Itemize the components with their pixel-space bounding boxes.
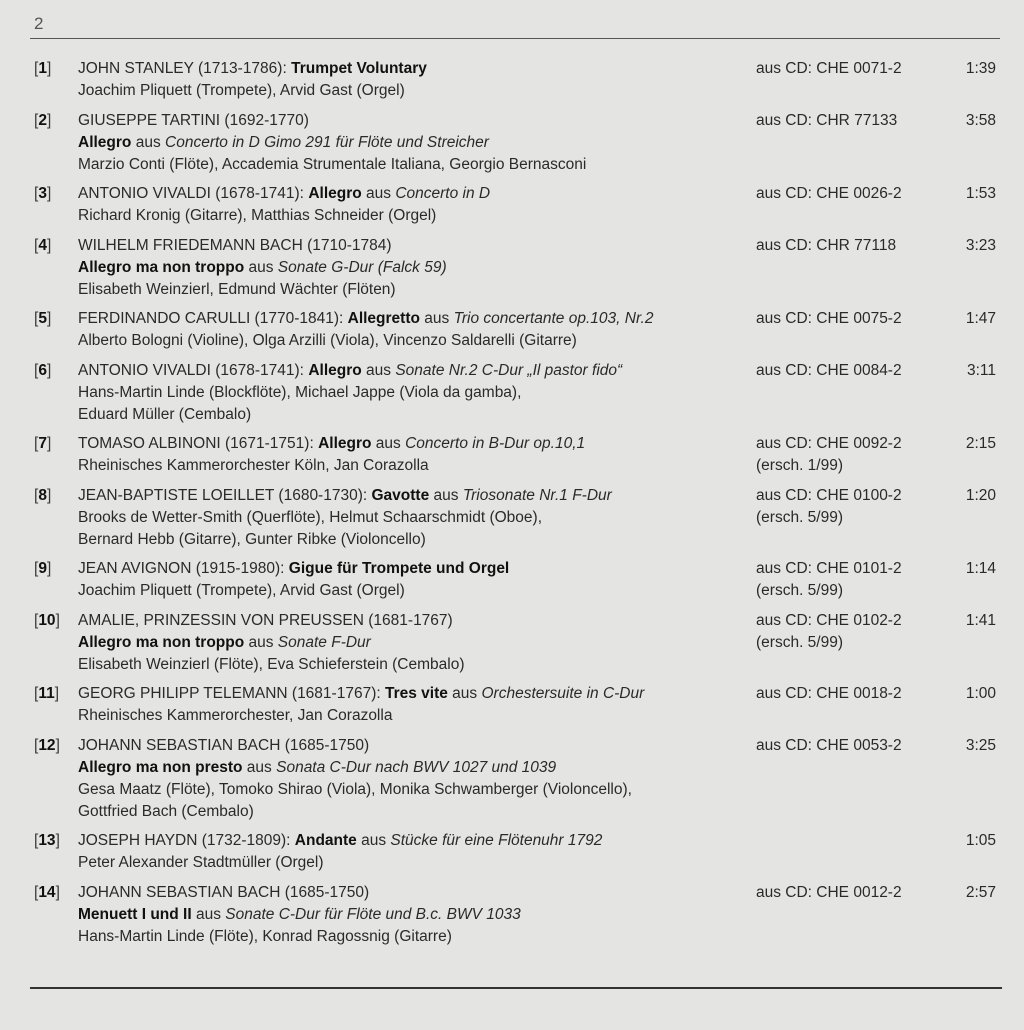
track-entry — [34, 308, 1004, 352]
track-detail-line: Joachim Pliquett (Trompete), Arvid Gast (Orgel) — [78, 82, 405, 99]
track-heading: JOHANN SEBASTIAN BACH (1685-1750) — [78, 883, 370, 901]
cd-reference: aus CD: CHE 0053-2 — [756, 736, 902, 754]
track-heading: JOHN STANLEY (1713-1786): Trumpet Voluntary — [78, 60, 427, 77]
track-number: [12] — [34, 736, 60, 754]
cd-reference: aus CD: CHR 77133 — [756, 111, 898, 129]
track-detail-line: Allegro aus Concerto in D Gimo 291 für Flöte und Streicher — [78, 133, 489, 151]
track-duration: 1:00 — [965, 685, 996, 702]
cd-reference: aus CD: CHE 0071-2 — [756, 60, 902, 77]
cd-reference: aus CD: CHE 0101-2 (ersch. 5/99) — [756, 560, 902, 599]
cd-reference: aus CD: CHE 0092-2 (ersch. 1/99) — [756, 435, 902, 474]
track-heading: ANTONIO VIVALDI (1678-1741): Allegro aus Sonate Nr.2 C-Dur „Il pastor fido“ — [78, 361, 623, 379]
cd-reference: aus CD: CHE 0102-2 (ersch. 5/99) — [756, 611, 902, 651]
track-detail-line: Allegro ma non troppo aus Sonate F-Dur — [78, 633, 371, 651]
track-duration: 3:25 — [965, 736, 996, 754]
track-duration: 1:53 — [965, 185, 996, 202]
track-duration: 1:39 — [965, 60, 996, 77]
track-duration: 1:05 — [965, 832, 996, 849]
track-entry — [34, 58, 1004, 102]
cd-reference: aus CD: CHR 77118 — [756, 236, 897, 254]
track-duration: 2:15 — [965, 435, 996, 452]
track-number: [13] — [34, 832, 60, 849]
track-detail-line: Joachim Pliquett (Trompete), Arvid Gast (Orgel) — [78, 582, 405, 599]
track-number: [11] — [34, 685, 60, 702]
track-detail-line: Eduard Müller (Cembalo) — [78, 405, 252, 423]
track-entry — [34, 485, 1004, 551]
track-heading: AMALIE, PRINZESSIN VON PREUSSEN (1681-1767) — [78, 611, 453, 629]
track-entry — [34, 735, 1004, 823]
track-number: [6] — [34, 361, 52, 379]
track-detail-line: Richard Kronig (Gitarre), Matthias Schneider (Orgel) — [78, 207, 437, 224]
track-number: [10] — [34, 611, 60, 629]
track-number: [7] — [34, 435, 52, 452]
top-divider — [30, 38, 1000, 39]
track-detail-line: Hans-Martin Linde (Flöte), Konrad Ragossnig (Gitarre) — [78, 927, 452, 945]
track-entry — [34, 360, 1004, 426]
track-duration: 1:14 — [965, 560, 996, 577]
cd-reference: aus CD: CHE 0075-2 — [756, 310, 902, 327]
track-number: [14] — [34, 883, 60, 901]
track-heading: JEAN-BAPTISTE LOEILLET (1680-1730): Gavotte aus Triosonate Nr.1 F-Dur — [78, 486, 612, 504]
track-duration: 3:11 — [966, 361, 996, 379]
track-heading: FERDINANDO CARULLI (1770-1841): Allegretto aus Trio concertante op.103, Nr.2 — [78, 310, 654, 327]
cd-reference: aus CD: CHE 0100-2 (ersch. 5/99) — [756, 486, 902, 526]
track-entry — [34, 235, 1004, 301]
cd-reference: aus CD: CHE 0012-2 — [756, 883, 902, 901]
cd-reference: aus CD: CHE 0084-2 — [756, 361, 902, 379]
track-number: [2] — [34, 111, 52, 129]
track-entry — [34, 110, 1004, 176]
track-number: [9] — [34, 560, 52, 577]
track-detail-line: Alberto Bologni (Violine), Olga Arzilli (Viola), Vincenzo Saldarelli (Gitarre) — [78, 332, 577, 349]
track-detail-line: Hans-Martin Linde (Blockflöte), Michael Jappe (Viola da gamba), — [78, 383, 522, 401]
track-detail-line: Menuett I und II aus Sonate C-Dur für Flöte und B.c. BWV 1033 — [78, 905, 521, 923]
track-number: [8] — [34, 486, 52, 504]
track-entry — [34, 433, 1004, 477]
track-heading: WILHELM FRIEDEMANN BACH (1710-1784) — [78, 236, 392, 254]
track-duration: 1:47 — [965, 310, 996, 327]
track-duration: 3:23 — [965, 236, 996, 254]
track-heading: ANTONIO VIVALDI (1678-1741): Allegro aus Concerto in D — [78, 185, 491, 202]
track-entry — [34, 610, 1004, 676]
track-duration: 1:20 — [965, 486, 996, 504]
track-detail-line: Peter Alexander Stadtmüller (Orgel) — [78, 854, 324, 871]
cd-reference: aus CD: CHE 0018-2 — [756, 685, 902, 702]
track-detail-line: Gesa Maatz (Flöte), Tomoko Shirao (Viola), Monika Schwamberger (Violoncello), — [78, 780, 632, 798]
track-duration: 3:58 — [965, 111, 996, 129]
track-number: [5] — [34, 310, 52, 327]
track-detail-line: Elisabeth Weinzierl, Edmund Wächter (Flöten) — [78, 280, 396, 298]
track-entry — [34, 683, 1004, 727]
track-list — [34, 58, 1004, 955]
track-heading: JEAN AVIGNON (1915-1980): Gigue für Trompete und Orgel — [78, 560, 510, 577]
track-number: [3] — [34, 185, 52, 202]
track-duration: 2:57 — [965, 883, 996, 901]
track-heading: JOHANN SEBASTIAN BACH (1685-1750) — [78, 736, 370, 754]
track-detail-line: Gottfried Bach (Cembalo) — [78, 802, 254, 820]
track-number: [1] — [34, 60, 52, 77]
track-entry — [34, 882, 1004, 948]
bottom-divider — [30, 987, 1002, 989]
track-detail-line: Bernard Hebb (Gitarre), Gunter Ribke (Violoncello) — [78, 530, 426, 548]
track-duration: 1:41 — [965, 611, 996, 629]
track-heading: JOSEPH HAYDN (1732-1809): Andante aus Stücke für eine Flötenuhr 1792 — [78, 832, 603, 849]
track-detail-line: Rheinisches Kammerorchester Köln, Jan Corazolla — [78, 457, 429, 474]
cd-reference: aus CD: CHE 0026-2 — [756, 185, 902, 202]
track-detail-line: Brooks de Wetter-Smith (Querflöte), Helmut Schaarschmidt (Oboe), — [78, 508, 543, 526]
track-detail-line: Allegro ma non troppo aus Sonate G-Dur (Falck 59) — [78, 258, 447, 276]
track-detail-line: Marzio Conti (Flöte), Accademia Strumentale Italiana, Georgio Bernasconi — [78, 155, 587, 173]
track-entry — [34, 183, 1004, 227]
track-entry — [34, 558, 1004, 602]
page-number: 2 — [34, 14, 44, 33]
track-detail-line: Elisabeth Weinzierl (Flöte), Eva Schieferstein (Cembalo) — [78, 655, 465, 673]
track-detail-line: Rheinisches Kammerorchester, Jan Corazolla — [78, 707, 393, 724]
track-entry — [34, 830, 1004, 874]
track-detail-line: Allegro ma non presto aus Sonata C-Dur nach BWV 1027 und 1039 — [78, 758, 557, 776]
track-heading: TOMASO ALBINONI (1671-1751): Allegro aus Concerto in B-Dur op.10,1 — [78, 435, 586, 452]
track-heading: GIUSEPPE TARTINI (1692-1770) — [78, 111, 309, 129]
track-heading: GEORG PHILIPP TELEMANN (1681-1767): Tres vite aus Orchestersuite in C-Dur — [78, 685, 645, 702]
track-number: [4] — [34, 236, 52, 254]
